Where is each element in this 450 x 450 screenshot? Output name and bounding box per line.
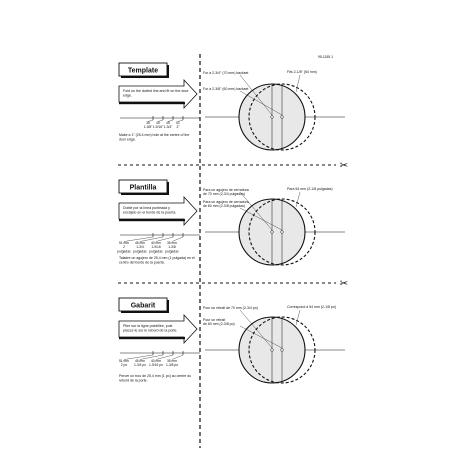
thickness-label: 2" [176,125,180,130]
section-fr [119,298,345,383]
thickness-label: 2 po [120,363,128,368]
footer-text: rebord de la porte. [119,378,148,383]
center-dot [281,231,284,234]
thickness-label: 40 mm [150,241,162,245]
arrow-shadow [119,219,185,221]
scissors-icon: ✂ [339,160,349,172]
arrow-shadow [119,337,185,339]
thickness-label: 35 [146,121,150,125]
thickness-label: 51 mm [118,241,130,245]
instruction-text: Plier sur la ligne pointillée, puis [123,324,173,328]
thickness-label: pulgadas [165,249,179,254]
thickness-label: pulgadas [117,249,131,254]
thickness-leader [172,237,183,242]
thickness-label: 1-3/8 po [165,363,179,368]
hole-size-label: Para 54 mm (2-1/8 pulgadas) [287,187,333,191]
thickness-label: 45 [166,121,170,125]
thickness-label: 1-3/4 [136,245,144,250]
thickness-label: 40 [156,121,160,125]
footer-text: centro del borde de la puerta. [119,260,165,265]
center-dot [271,231,274,234]
section-title: Template [127,67,159,75]
thickness-leader [172,355,183,360]
thickness-label: 2 [123,245,125,250]
center-dot [281,116,284,119]
thickness-label: 1-3/8 [168,245,176,250]
thickness-label: 45 mm [134,241,146,245]
thickness-label: 35 mm [166,241,178,245]
arrow-shadow [119,102,185,104]
center-dot [271,116,274,119]
center-dot [281,349,284,352]
scissors-icon: ✂ [339,278,349,290]
footer-text: Percer un trou de 25,4 mm (1 po) au centre du [119,374,192,378]
section-title: Gabarit [130,302,156,310]
backset-60-label: Pour un retrait [203,318,226,322]
hole-leader [296,75,300,92]
footer-text: Make a 1" (25.4 mm) hole at the centre of the [119,133,190,137]
footer-text: Taladre un agujero de 25,4 mm (1 pulgada) en el [119,256,195,260]
backset-70-label: Para un agujero de cerradura [203,188,249,192]
thickness-label: 51 mm [118,359,130,363]
backset-70-label: de 70 mm (2-3/4 pulgadas) [203,192,246,197]
thickness-label: 35 mm [166,359,178,363]
instruction-text: Doble por la línea punteada y [123,206,170,210]
backset-60-label: de 60 mm (2-3/8 po) [203,322,235,327]
backset-60-label: de 60 mm (2-3/8 pulgadas) [203,204,246,209]
instruction-text: encájelo en el borde de la puerta. [123,210,177,215]
thickness-label: pulgadas [133,249,147,254]
thickness-label: 51 [176,121,180,125]
hole-size-label: Correspond à 54 mm (2-1/8 po) [287,305,337,309]
section-title: Plantilla [129,184,157,192]
instruction-text: edge. [123,93,132,98]
thickness-label: 1-9/16" [152,125,164,130]
hole-size-label: Fits 2-1/8" (54 mm) [287,70,317,74]
page-code: 95-1155 1 [318,55,334,59]
section-en [119,63,345,150]
hole-leader [296,310,300,325]
hole-leader [296,192,300,207]
backset-60-label: For a 2-3/8" (60 mm) backset [203,87,249,91]
thickness-label: 1-9/16 [151,245,161,250]
thickness-label: 45 mm [134,359,146,363]
backset-70-label: For a 2-3/4" (70 mm) backset [203,71,249,75]
sections-layer [117,63,348,383]
thickness-label: 1-3/4" [163,125,173,130]
thickness-label: 1-3/8" [143,125,153,130]
thickness-label: 40 mm [150,359,162,363]
backset-60-label: Para un agujero de cerradura [203,200,249,204]
instruction-text: placez-le sur le rebord de la porte. [123,328,178,333]
center-dot [271,349,274,352]
thickness-label: 1-3/4 po [133,363,147,368]
thickness-label: 1-9/16 po [149,363,163,368]
instruction-text: Fold on the dotted line and fit on the door [123,89,189,93]
backset-70-label: Pour un retrait de 70 mm (2-3/4 po) [203,306,258,310]
thickness-label: pulgadas [149,249,163,254]
footer-text: door edge. [119,137,136,142]
section-es [117,180,345,265]
